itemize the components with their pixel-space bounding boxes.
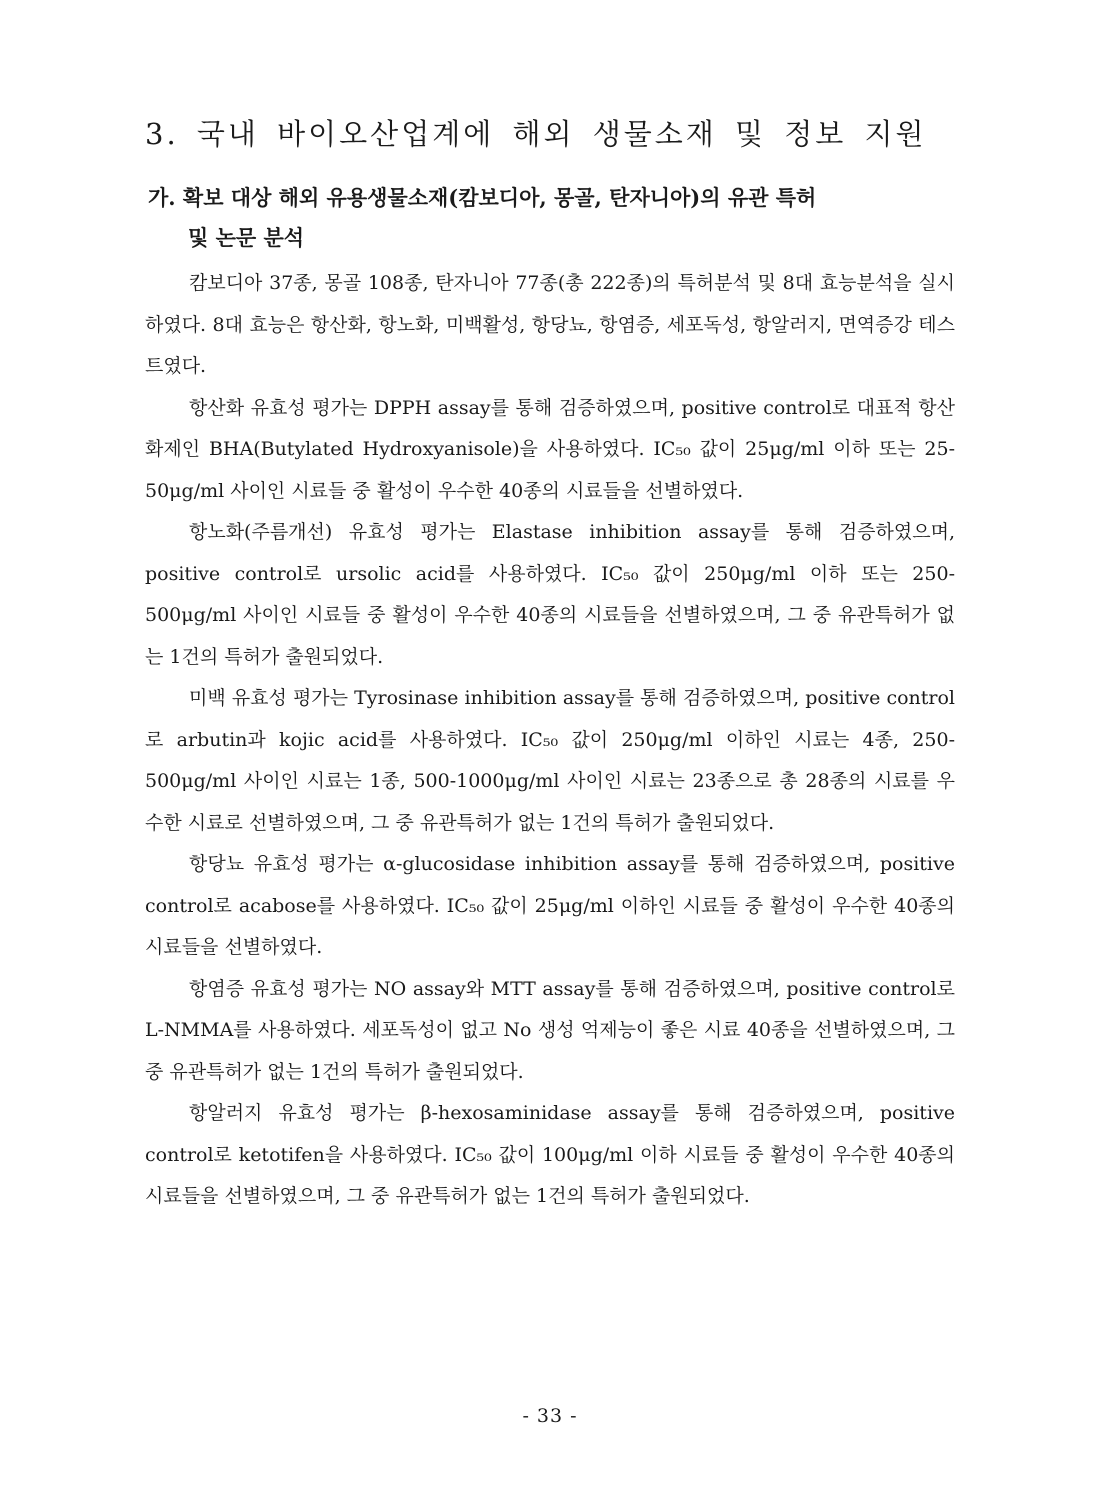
paragraph-antiinflammatory: 항염증 유효성 평가는 NO assay와 MTT assay를 통해 검증하였으며, positive control로 L-NMMA를 사용하였다. 세포독성이 없고 No 생성 억제능이 좋은 시료 40종을 선별하였으며, 그 중 유관특허가 없는 1건의 특허가 출원되었다.: [145, 977, 955, 1083]
paragraph-antidiabetic: 항당뇨 유효성 평가는 α-glucosidase inhibition assay를 통해 검증하였으며, positive control로 acabose를 사용하였다. IC₅₀ 값이 25μg/ml 이하인 시료들 중 활성이 우수한 40종의 시료들을 선별하였다.: [145, 853, 955, 958]
body-text: [145, 263, 955, 1218]
subsection-heading-line1: 가. 확보 대상 해외 유용생물소재(캄보디아, 몽골, 탄자니아)의 유관 특허: [148, 185, 817, 210]
paragraph-antiaging: 항노화(주름개선) 유효성 평가는 Elastase inhibition assay를 통해 검증하였으며, positive control로 ursolic acid를 사용하였다. IC₅₀ 값이 250μg/ml 이하 또는 250-500μg/ml 사이인 시료들 중 활성이 우수한 40종의 시료들을 선별하였으며, 그 중 유관특허가 없는 1건의 특허가 출원되었다.: [145, 521, 955, 668]
paragraph-antiallergy: 항알러지 유효성 평가는 β-hexosaminidase assay를 통해 검증하였으며, positive control로 ketotifen을 사용하였다. IC₅₀ 값이 100μg/ml 이하 시료들 중 활성이 우수한 40종의 시료들을 선별하였으며, 그 중 유관특허가 없는 1건의 특허가 출원되었다.: [145, 1102, 955, 1207]
page-number: - 33 -: [522, 1405, 578, 1427]
paragraph-overview: 캄보디아 37종, 몽골 108종, 탄자니아 77종(총 222종)의 특허분석 및 8대 효능분석을 실시하였다. 8대 효능은 항산화, 항노화, 미백활성, 항당뇨, 항염증, 세포독성, 항알러지, 면역증강 테스트였다.: [145, 272, 955, 377]
paragraph-whitening: 미백 유효성 평가는 Tyrosinase inhibition assay를 통해 검증하였으며, positive control로 arbutin과 kojic acid를 사용하였다. IC₅₀ 값이 250μg/ml 이하인 시료는 4종, 250-500μg/ml 사이인 시료는 1종, 500-1000μg/ml 사이인 시료는 23종으로 총 28종의 시료를 우수한 시료로 선별하였으며, 그 중 유관특허가 없는 1건의 특허가 출원되었다.: [145, 687, 955, 834]
subsection-heading: [150, 178, 960, 258]
section-heading: 3. 국내 바이오산업계에 해외 생물소재 및 정보 지원: [145, 117, 927, 151]
paragraph-antioxidant: 항산화 유효성 평가는 DPPH assay를 통해 검증하였으며, positive control로 대표적 항산화제인 BHA(Butylated Hydroxyanisole)을 사용하였다. IC₅₀ 값이 25μg/ml 이하 또는 25-50μg/ml 사이인 시료들 중 활성이 우수한 40종의 시료들을 선별하였다.: [145, 396, 955, 502]
subsection-heading-line2: 및 논문 분석: [188, 225, 305, 250]
